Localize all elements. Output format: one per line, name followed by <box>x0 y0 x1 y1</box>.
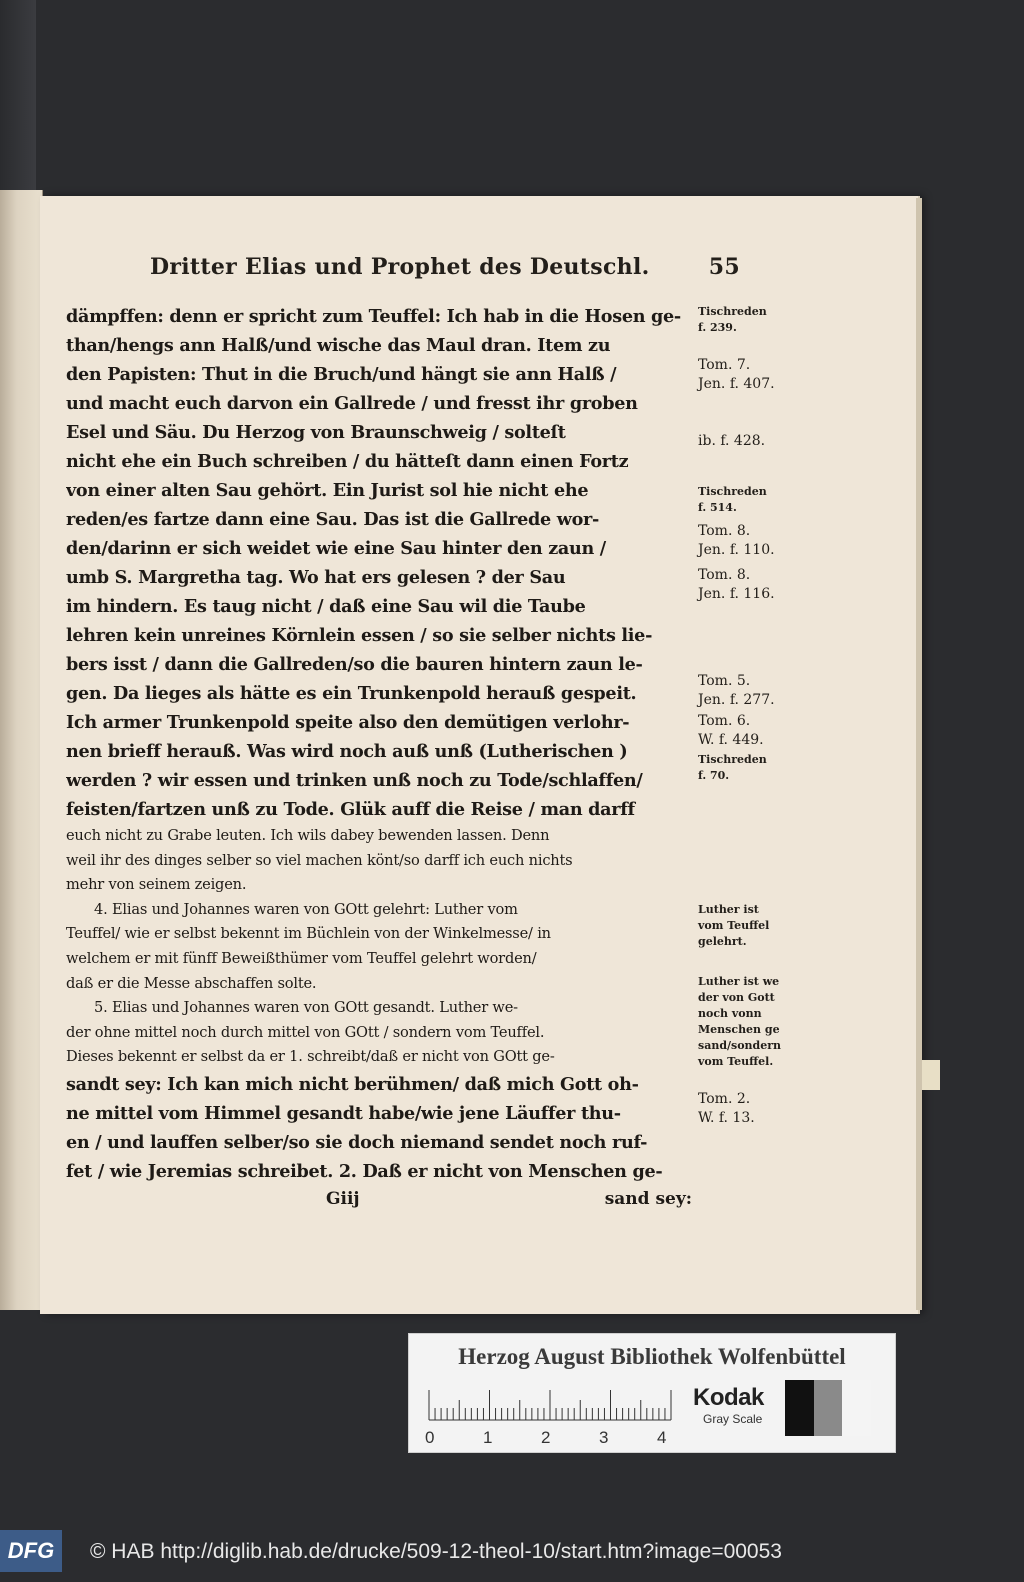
library-name: Herzog August Bibliothek Wolfenbüttel <box>458 1344 846 1369</box>
margin-note: ib. f. 428. <box>698 433 766 449</box>
margin-note: Tischreden f. 239. <box>698 305 767 334</box>
kodak-logo: Kodak <box>693 1384 764 1411</box>
gray-patches <box>785 1380 871 1436</box>
text-line: Ich armer Trunkenpold speite also den demütigen verlohr- <box>66 712 630 733</box>
text-line: umb S. Margretha tag. Wo hat ers gelesen ? der Sau <box>66 567 566 588</box>
text-line: en / und lauffen selber/so sie doch niemand sendet noch ruf- <box>66 1131 648 1153</box>
ruler-number-4: 4 <box>657 1428 667 1447</box>
dfg-logo: DFG <box>0 1530 62 1572</box>
paper-tab-marker <box>922 1060 940 1090</box>
page-number: 55 <box>708 254 740 280</box>
margin-note: Tom. 7. Jen. f. 407. <box>698 357 775 392</box>
margin-note: Tom. 2. W. f. 13. <box>698 1091 755 1126</box>
gray-patch <box>814 1380 843 1436</box>
ruler <box>425 1384 675 1447</box>
text-line: den/darinn er sich weidet wie eine Sau hinter den zaun / <box>66 538 606 559</box>
margin-note: Tom. 8. Jen. f. 116. <box>698 567 775 602</box>
text-line: Dieses bekennt er selbst da er 1. schreibt/daß er nicht von GOtt ge- <box>66 1048 555 1066</box>
running-header <box>150 254 750 280</box>
text-line: gen. Da lieges als hätte es ein Trunkenpold herauß gespeit. <box>66 683 637 704</box>
text-line: der ohne mittel noch durch mittel von GOtt / sondern vom Teuffel. <box>66 1023 545 1041</box>
text-line: bers isst / dann die Gallreden/so die bauren hintern zaun le- <box>66 654 643 675</box>
text-line: lehren kein unreines Körnlein essen / so sie selber nichts lie- <box>66 625 653 646</box>
text-line: und macht euch darvon ein Gallrede / und fresst ihr groben <box>66 393 638 414</box>
text-line: 4. Elias und Johannes waren von GOtt gelehrt: Luther vom <box>94 900 518 918</box>
text-line: Esel und Säu. Du Herzog von Braunschweig / solteſt <box>66 422 566 443</box>
text-line: weil ihr des dinges selber so viel machen könt/so darff ich euch nichts <box>66 851 573 869</box>
catchword: sand sey: <box>604 1188 692 1209</box>
text-line: sandt sey: Ich kan mich nicht berühmen/ daß mich Gott oh- <box>66 1073 639 1095</box>
text-line: von einer alten Sau gehört. Ein Jurist sol hie nicht ehe <box>66 480 589 501</box>
text-line: 5. Elias und Johannes waren von GOtt gesandt. Luther we- <box>94 999 518 1017</box>
text-line: welchem er mit fünff Beweißthümer vom Teuffel gelehrt worden/ <box>66 949 537 967</box>
margin-note: Tom. 8. Jen. f. 110. <box>698 523 775 558</box>
ruler-number-0: 0 <box>425 1428 435 1447</box>
text-line: im hindern. Es taug nicht / daß eine Sau wil die Taube <box>66 596 586 617</box>
ruler-number-2: 2 <box>541 1428 551 1447</box>
text-line: reden/es fartze dann eine Sau. Das ist die Gallrede wor- <box>66 509 599 530</box>
gray-scale-label: Gray Scale <box>703 1412 763 1426</box>
signature-mark: Giij <box>326 1188 360 1209</box>
color-calibration-target <box>408 1333 896 1453</box>
facing-page-edge <box>0 190 43 1310</box>
text-line: werden ? wir essen und trinken unß noch zu Tode/schlaffen/ <box>66 770 643 791</box>
header-title: Dritter Elias und Prophet des Deutschl. <box>150 254 650 280</box>
text-line: feisten/fartzen unß zu Tode. Glük auff die Reise / man darff <box>66 799 635 820</box>
margin-note: Tom. 5. Jen. f. 277. <box>698 673 775 708</box>
text-line: than/hengs ann Halß/und wische das Maul dran. Item zu <box>66 335 611 356</box>
page-edge <box>916 198 922 1310</box>
text-line: dämpffen: denn er spricht zum Teuffel: Ich hab in die Hosen ge- <box>66 306 681 327</box>
text-line: Teuffel/ wie er selbst bekennt im Büchlein von der Winkelmesse/ in <box>66 925 551 943</box>
main-text-block <box>66 302 712 1212</box>
text-line: fet / wie Jeremias schreibet. 2. Daß er nicht von Menschen ge- <box>66 1160 663 1182</box>
margin-note: Luther ist vom Teuffel gelehrt. <box>698 903 770 948</box>
dark-background <box>0 0 36 200</box>
gray-patch <box>842 1380 871 1436</box>
margin-note: Tischreden f. 514. <box>698 485 767 514</box>
margin-note: Tischreden f. 70. <box>698 753 767 782</box>
text-line: den Papisten: Thut in die Bruch/und hängt sie ann Halß / <box>66 364 617 385</box>
text-line: nicht ehe ein Buch schreiben / du hätteſt dann einen Fortz <box>66 451 629 472</box>
text-line: euch nicht zu Grabe leuten. Ich wils dabey bewenden lassen. Denn <box>66 827 550 844</box>
ruler-number-1: 1 <box>483 1428 493 1447</box>
ruler-number-3: 3 <box>599 1428 609 1447</box>
gray-patch <box>785 1380 814 1436</box>
copyright-link[interactable]: © HAB http://diglib.hab.de/drucke/509-12-theol-10/start.htm?image=00053 <box>90 1540 782 1563</box>
book-page <box>40 196 918 1314</box>
page-footer <box>66 1186 712 1212</box>
margin-note: Luther ist we der von Gott noch vonn Menschen ge sand/sondern vom Teuffel. <box>698 975 782 1068</box>
margin-note: Tom. 6. W. f. 449. <box>698 713 764 748</box>
text-line: nen brieff herauß. Was wird noch auß unß (Lutherischen ) <box>66 741 628 762</box>
ruler-ticks <box>425 1384 675 1424</box>
text-line: ne mittel vom Himmel gesandt habe/wie jene Läuffer thu- <box>66 1102 621 1124</box>
text-line: mehr von seinem zeigen. <box>66 876 247 894</box>
text-line: daß er die Messe abschaffen solte. <box>66 974 317 992</box>
